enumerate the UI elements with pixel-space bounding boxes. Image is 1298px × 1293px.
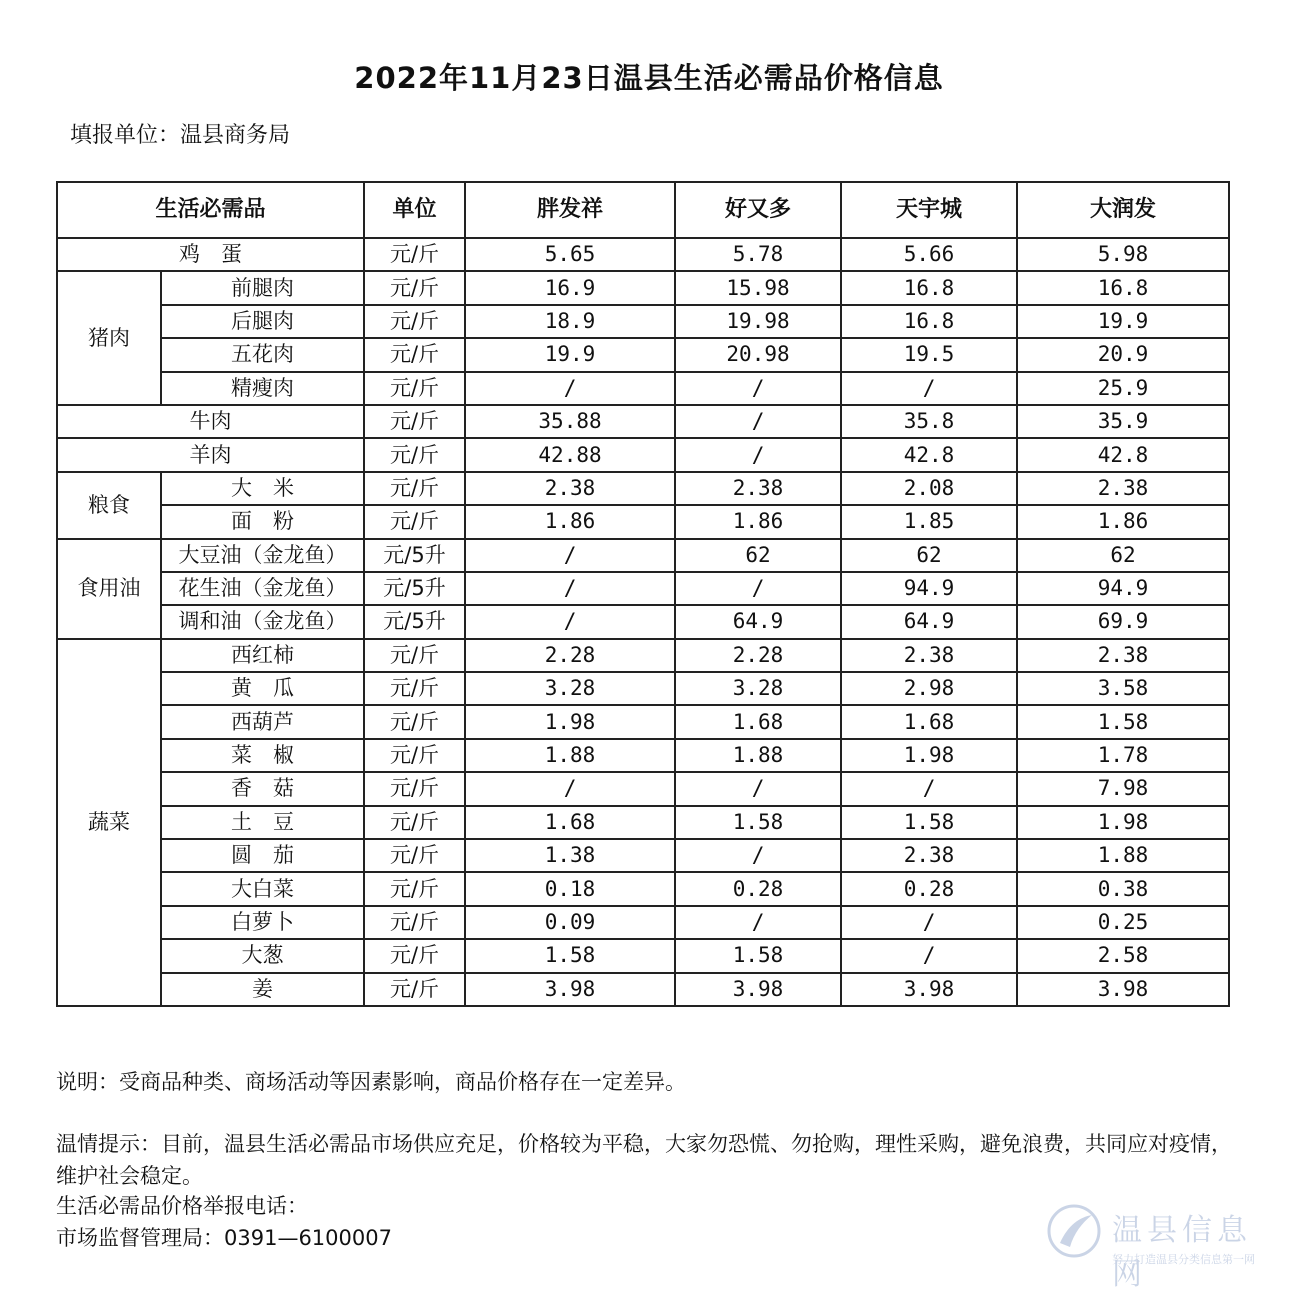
- unit-cell: 元/斤: [364, 271, 465, 304]
- table-row: [57, 772, 1229, 805]
- price-cell: 0.18: [465, 872, 675, 905]
- item-name: 土 豆: [161, 806, 364, 839]
- price-cell: 1.58: [675, 806, 841, 839]
- table-row: [57, 639, 1229, 672]
- price-cell: 1.86: [1017, 505, 1229, 538]
- table-row: [57, 505, 1229, 538]
- unit-cell: 元/斤: [364, 705, 465, 738]
- price-cell: 1.38: [465, 839, 675, 872]
- page-title: 2022年11月23日温县生活必需品价格信息: [354, 61, 944, 95]
- price-cell: 42.8: [841, 438, 1017, 471]
- unit-cell: 元/斤: [364, 939, 465, 972]
- price-cell: 2.98: [841, 672, 1017, 705]
- price-cell: 20.9: [1017, 338, 1229, 371]
- price-cell: 5.78: [675, 238, 841, 271]
- price-cell: 18.9: [465, 305, 675, 338]
- table-row: [57, 906, 1229, 939]
- price-cell: 5.65: [465, 238, 675, 271]
- price-cell: 5.98: [1017, 238, 1229, 271]
- item-name: 羊肉: [57, 438, 364, 471]
- table-header-row: [57, 182, 1229, 238]
- price-cell: /: [675, 772, 841, 805]
- price-cell: 16.8: [1017, 271, 1229, 304]
- price-cell: 1.85: [841, 505, 1017, 538]
- price-cell: 1.88: [675, 739, 841, 772]
- unit-cell: 元/斤: [364, 839, 465, 872]
- price-cell: /: [675, 572, 841, 605]
- price-cell: 3.98: [841, 973, 1017, 1006]
- item-name: 精瘦肉: [161, 372, 364, 405]
- price-cell: 1.86: [675, 505, 841, 538]
- item-name: 牛肉: [57, 405, 364, 438]
- price-cell: 1.58: [675, 939, 841, 972]
- price-cell: 35.9: [1017, 405, 1229, 438]
- unit-cell: 元/5升: [364, 572, 465, 605]
- price-cell: 1.68: [841, 705, 1017, 738]
- watermark-site-name: 温县信息网: [1112, 1213, 1252, 1292]
- unit-cell: 元/斤: [364, 739, 465, 772]
- price-cell: 1.86: [465, 505, 675, 538]
- price-cell: /: [675, 405, 841, 438]
- header-item: 生活必需品: [57, 182, 364, 238]
- table-row: [57, 939, 1229, 972]
- unit-cell: 元/斤: [364, 238, 465, 271]
- price-cell: /: [465, 372, 675, 405]
- price-cell: /: [465, 572, 675, 605]
- table-row: [57, 872, 1229, 905]
- item-name: 五花肉: [161, 338, 364, 371]
- table-row: [57, 973, 1229, 1006]
- unit-cell: 元/斤: [364, 338, 465, 371]
- price-cell: 1.58: [465, 939, 675, 972]
- item-name: 后腿肉: [161, 305, 364, 338]
- price-cell: /: [465, 772, 675, 805]
- table-row: [57, 572, 1229, 605]
- category-cell: 粮食: [57, 472, 161, 539]
- price-cell: 16.9: [465, 271, 675, 304]
- price-cell: 2.28: [465, 639, 675, 672]
- price-cell: 3.98: [1017, 973, 1229, 1006]
- price-cell: /: [841, 939, 1017, 972]
- price-cell: 0.28: [841, 872, 1017, 905]
- price-cell: /: [675, 438, 841, 471]
- table-row: [57, 438, 1229, 471]
- price-cell: 35.8: [841, 405, 1017, 438]
- table-row: [57, 305, 1229, 338]
- price-cell: 64.9: [841, 605, 1017, 638]
- item-name: 大白菜: [161, 872, 364, 905]
- price-cell: 62: [1017, 539, 1229, 572]
- price-cell: /: [675, 839, 841, 872]
- header-store-1: 胖发祥: [465, 182, 675, 238]
- table-row: [57, 405, 1229, 438]
- price-cell: 2.38: [465, 472, 675, 505]
- price-cell: 2.38: [675, 472, 841, 505]
- unit-cell: 元/斤: [364, 906, 465, 939]
- table-row: [57, 472, 1229, 505]
- unit-cell: 元/斤: [364, 372, 465, 405]
- price-cell: 35.88: [465, 405, 675, 438]
- price-cell: 62: [675, 539, 841, 572]
- price-cell: 0.25: [1017, 906, 1229, 939]
- item-name: 面 粉: [161, 505, 364, 538]
- category-cell: 猪肉: [57, 271, 161, 405]
- price-cell: 62: [841, 539, 1017, 572]
- price-cell: 3.58: [1017, 672, 1229, 705]
- site-watermark: [1046, 1201, 1276, 1292]
- header-unit: 单位: [364, 182, 465, 238]
- price-cell: 2.38: [841, 839, 1017, 872]
- price-cell: /: [465, 539, 675, 572]
- hotline-number: 市场监督管理局：0391—6100007: [56, 1226, 392, 1250]
- price-cell: 0.09: [465, 906, 675, 939]
- price-cell: 16.8: [841, 305, 1017, 338]
- unit-cell: 元/斤: [364, 806, 465, 839]
- price-cell: 0.28: [675, 872, 841, 905]
- unit-cell: 元/5升: [364, 605, 465, 638]
- item-name: 调和油（金龙鱼）: [161, 605, 364, 638]
- price-cell: 2.58: [1017, 939, 1229, 972]
- price-cell: /: [465, 605, 675, 638]
- price-cell: /: [841, 906, 1017, 939]
- price-cell: /: [675, 906, 841, 939]
- unit-cell: 元/斤: [364, 973, 465, 1006]
- item-name: 西红柿: [161, 639, 364, 672]
- table-row: [57, 839, 1229, 872]
- unit-cell: 元/斤: [364, 405, 465, 438]
- header-store-3: 天宇城: [841, 182, 1017, 238]
- item-name: 大 米: [161, 472, 364, 505]
- item-name: 鸡 蛋: [57, 238, 364, 271]
- price-table: [56, 181, 1230, 1007]
- table-row: [57, 605, 1229, 638]
- item-name: 花生油（金龙鱼）: [161, 572, 364, 605]
- price-cell: 1.58: [841, 806, 1017, 839]
- price-cell: 94.9: [1017, 572, 1229, 605]
- table-row: [57, 705, 1229, 738]
- price-cell: 1.78: [1017, 739, 1229, 772]
- item-name: 大葱: [161, 939, 364, 972]
- price-cell: 1.88: [465, 739, 675, 772]
- price-cell: 19.9: [465, 338, 675, 371]
- price-cell: 25.9: [1017, 372, 1229, 405]
- price-cell: 1.98: [1017, 806, 1229, 839]
- price-cell: 1.98: [841, 739, 1017, 772]
- item-name: 大豆油（金龙鱼）: [161, 539, 364, 572]
- item-name: 西葫芦: [161, 705, 364, 738]
- price-cell: 19.9: [1017, 305, 1229, 338]
- category-cell: 食用油: [57, 539, 161, 639]
- price-cell: 3.28: [675, 672, 841, 705]
- item-name: 白萝卜: [161, 906, 364, 939]
- price-cell: 19.98: [675, 305, 841, 338]
- table-row: [57, 271, 1229, 304]
- table-row: [57, 238, 1229, 271]
- unit-cell: 元/斤: [364, 472, 465, 505]
- price-cell: 16.8: [841, 271, 1017, 304]
- unit-cell: 元/斤: [364, 872, 465, 905]
- category-cell: 蔬菜: [57, 639, 161, 1006]
- price-cell: 2.08: [841, 472, 1017, 505]
- price-cell: 94.9: [841, 572, 1017, 605]
- unit-cell: 元/5升: [364, 539, 465, 572]
- header-store-4: 大润发: [1017, 182, 1229, 238]
- item-name: 姜: [161, 973, 364, 1006]
- price-cell: 2.38: [841, 639, 1017, 672]
- price-cell: 42.88: [465, 438, 675, 471]
- table-row: [57, 672, 1229, 705]
- price-cell: 1.98: [465, 705, 675, 738]
- explanation-note: 说明：受商品种类、商场活动等因素影响，商品价格存在一定差异。: [56, 1070, 686, 1094]
- watermark-slogan: 努力打造温县分类信息第一网: [1112, 1253, 1255, 1266]
- price-cell: 1.68: [675, 705, 841, 738]
- price-cell: 2.38: [1017, 472, 1229, 505]
- item-name: 圆 茄: [161, 839, 364, 872]
- unit-cell: 元/斤: [364, 672, 465, 705]
- price-cell: 3.28: [465, 672, 675, 705]
- price-cell: 3.98: [465, 973, 675, 1006]
- table-row: [57, 338, 1229, 371]
- price-cell: 15.98: [675, 271, 841, 304]
- price-cell: /: [841, 772, 1017, 805]
- item-name: 前腿肉: [161, 271, 364, 304]
- price-cell: 1.68: [465, 806, 675, 839]
- unit-cell: 元/斤: [364, 639, 465, 672]
- price-cell: 20.98: [675, 338, 841, 371]
- price-cell: 5.66: [841, 238, 1017, 271]
- header-store-2: 好又多: [675, 182, 841, 238]
- price-cell: 1.58: [1017, 705, 1229, 738]
- price-cell: 0.38: [1017, 872, 1229, 905]
- unit-cell: 元/斤: [364, 438, 465, 471]
- price-cell: 64.9: [675, 605, 841, 638]
- price-cell: 2.38: [1017, 639, 1229, 672]
- table-row: [57, 806, 1229, 839]
- warm-tips: 温情提示：目前，温县生活必需品市场供应充足，价格较为平稳，大家勿恐慌、勿抢购，理性采购，避免浪费，共同应对疫情，维护社会稳定。: [56, 1132, 1232, 1188]
- price-cell: /: [675, 372, 841, 405]
- price-cell: 19.5: [841, 338, 1017, 371]
- unit-cell: 元/斤: [364, 772, 465, 805]
- item-name: 黄 瓜: [161, 672, 364, 705]
- price-cell: /: [841, 372, 1017, 405]
- price-cell: 2.28: [675, 639, 841, 672]
- price-cell: 1.88: [1017, 839, 1229, 872]
- table-row: [57, 739, 1229, 772]
- table-row: [57, 372, 1229, 405]
- price-cell: 42.8: [1017, 438, 1229, 471]
- swoosh-logo-icon: [1046, 1203, 1102, 1259]
- unit-cell: 元/斤: [364, 505, 465, 538]
- price-cell: 69.9: [1017, 605, 1229, 638]
- table-row: [57, 539, 1229, 572]
- price-cell: 3.98: [675, 973, 841, 1006]
- unit-cell: 元/斤: [364, 305, 465, 338]
- hotline-title: 生活必需品价格举报电话：: [56, 1194, 308, 1218]
- item-name: 香 菇: [161, 772, 364, 805]
- item-name: 菜 椒: [161, 739, 364, 772]
- reporting-unit: 填报单位：温县商务局: [70, 123, 291, 148]
- price-cell: 7.98: [1017, 772, 1229, 805]
